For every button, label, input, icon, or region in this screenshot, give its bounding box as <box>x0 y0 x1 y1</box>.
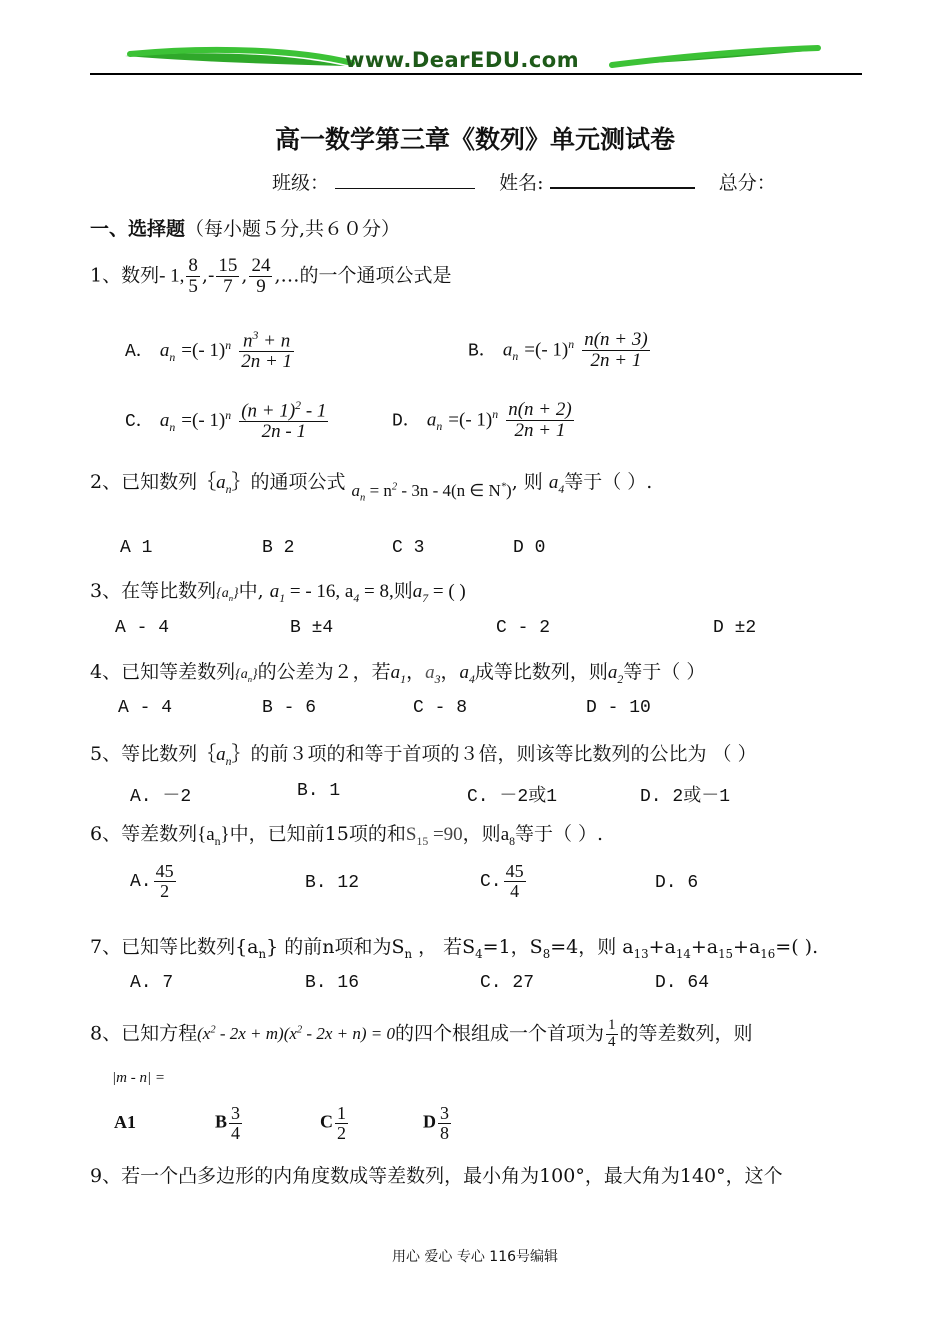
q8-option-b[interactable]: B $\frac{3}{4}$ <box>215 1103 241 1143</box>
section-title: 一、选择题 <box>90 218 186 240</box>
name-label: 姓名: <box>499 172 544 194</box>
q6-option-b[interactable]: B. 12 <box>305 873 360 893</box>
q1-frac-2: $\frac{15}{7}$ <box>218 255 238 297</box>
q4-option-b[interactable]: B - 6 <box>262 698 317 718</box>
section-heading <box>90 214 400 241</box>
q3-option-d[interactable]: D ±2 <box>713 618 757 638</box>
q4-option-d[interactable]: D - 10 <box>586 698 651 718</box>
q2-option-b[interactable]: B 2 <box>262 538 295 558</box>
logo-text: www.DearEDU.com <box>345 48 580 72</box>
question-7: 7、已知等比数列$\{a_n\}$ 的前n项和为$S_n$ ， 若$S_4=1$，$S_8=4$，则 $a_{13}+a_{14}+a_{15}+a_{16}=$( ). <box>90 936 819 961</box>
q2-option-c[interactable]: C 3 <box>392 538 425 558</box>
question-4: 4、已知等差数列$\{a_n\}$的公差为２，若$a_1$，$a_3$，$a_4$成等比数列，则$a_2$等于（ ） <box>90 661 706 686</box>
question-9: 9、若一个凸多边形的内角度数成等差数列，最小角为100°，最大角为140°，这个 <box>90 1165 783 1187</box>
question-8: 8、已知方程$(x^2 - 2x + m)(x^2 - 2x + n) = 0$的四个根组成一个首项为 $\frac{1}{4}$ 的等差数列，则 <box>90 1017 753 1050</box>
class-blank[interactable] <box>335 188 475 189</box>
q5-option-b[interactable]: B. 1 <box>297 781 341 801</box>
q8-option-c[interactable]: C $\frac{1}{2}$ <box>320 1103 346 1143</box>
q1-option-b[interactable]: B． $a_n$ =(- 1)$^n$ $\frac{n(n + 3)}{2n + 1}$ <box>468 329 648 371</box>
q5-option-c[interactable]: C. －2或1 <box>467 787 558 807</box>
section-note: （每小题５分,共６０分） <box>185 218 401 240</box>
q5-option-a[interactable]: A. －2 <box>130 787 192 807</box>
name-blank[interactable] <box>550 187 695 189</box>
q7-option-c[interactable]: C. 27 <box>480 973 535 993</box>
q1-sep2: , <box>241 264 248 287</box>
q1-prefix: 1、数列 <box>90 264 160 287</box>
q1-frac-3: $\frac{24}{9}$ <box>251 255 271 297</box>
q5-option-d[interactable]: D. 2或－1 <box>640 787 731 807</box>
question-5: 5、等比数列$\{a_n\}$的前３项的和等于首项的３倍，则该等比数列的公比为 （ ） <box>90 743 757 768</box>
class-label: 班级： <box>272 172 330 194</box>
question-3: 3、在等比数列$\{a_n\}$中, $a_1$ = - 16, $a_4 = 8$,则$a_7$ = ( ) <box>90 580 466 605</box>
q6-option-a[interactable]: A. $\frac{45}{2}$ <box>130 861 174 901</box>
page-title: 高一数学第三章《数列》单元测试卷 <box>274 125 675 154</box>
q1-term1: - 1, <box>159 265 185 287</box>
q3-option-b[interactable]: B ±4 <box>290 618 334 638</box>
q1-sep1: ,- <box>201 264 215 287</box>
q3-option-c[interactable]: C - 2 <box>496 618 551 638</box>
q1-option-c[interactable]: C． $a_n$ =(- 1)$^n$ $\frac{(n + 1)^2 - 1}{2n - 1}$ <box>125 399 327 443</box>
header-rule <box>90 73 862 75</box>
info-line <box>272 168 776 195</box>
q7-option-a[interactable]: A. 7 <box>130 973 174 993</box>
q1-frac-1: $\frac{8}{5}$ <box>188 255 198 297</box>
score-label: 总分： <box>718 172 776 194</box>
q2-option-a[interactable]: A 1 <box>120 538 153 558</box>
q1-tail: ,…的一个通项公式是 <box>274 264 452 287</box>
q4-option-c[interactable]: C - 8 <box>413 698 468 718</box>
q1-option-a[interactable]: A． $a_n$ =(- 1)$^n$ $\frac{n^3 + n}{2n + 1}$ <box>125 329 293 373</box>
question-1 <box>90 256 451 297</box>
q6-option-c[interactable]: C. $\frac{45}{4}$ <box>480 861 524 901</box>
q7-option-d[interactable]: D. 64 <box>655 973 710 993</box>
question-2: 2、已知数列$\{a_n\}$的通项公式 $a_n = n^2 - 3n - 4(n$ ∈ N*), 则 $a_4$等于（ ）. <box>90 471 653 504</box>
page-footer: 用心 爱心 专心 116号编辑 <box>391 1249 559 1265</box>
q8-option-a[interactable]: A1 <box>114 1112 136 1132</box>
q8-line2: |m - n| = <box>112 1070 165 1086</box>
question-6: 6、等差数列$\{a_n\}$中，已知前15项的和$S_{15} =90$，则$a_8$等于（ ）. <box>90 823 604 848</box>
q6-option-d[interactable]: D. 6 <box>655 873 699 893</box>
q8-option-d[interactable]: D $\frac{3}{8}$ <box>423 1103 449 1143</box>
q1-option-d[interactable]: D． $a_n$ =(- 1)$^n$ $\frac{n(n + 2)}{2n + 1}$ <box>392 399 572 441</box>
q3-option-a[interactable]: A - 4 <box>115 618 170 638</box>
q2-option-d[interactable]: D 0 <box>513 538 546 558</box>
q4-option-a[interactable]: A - 4 <box>118 698 173 718</box>
q7-option-b[interactable]: B. 16 <box>305 973 360 993</box>
